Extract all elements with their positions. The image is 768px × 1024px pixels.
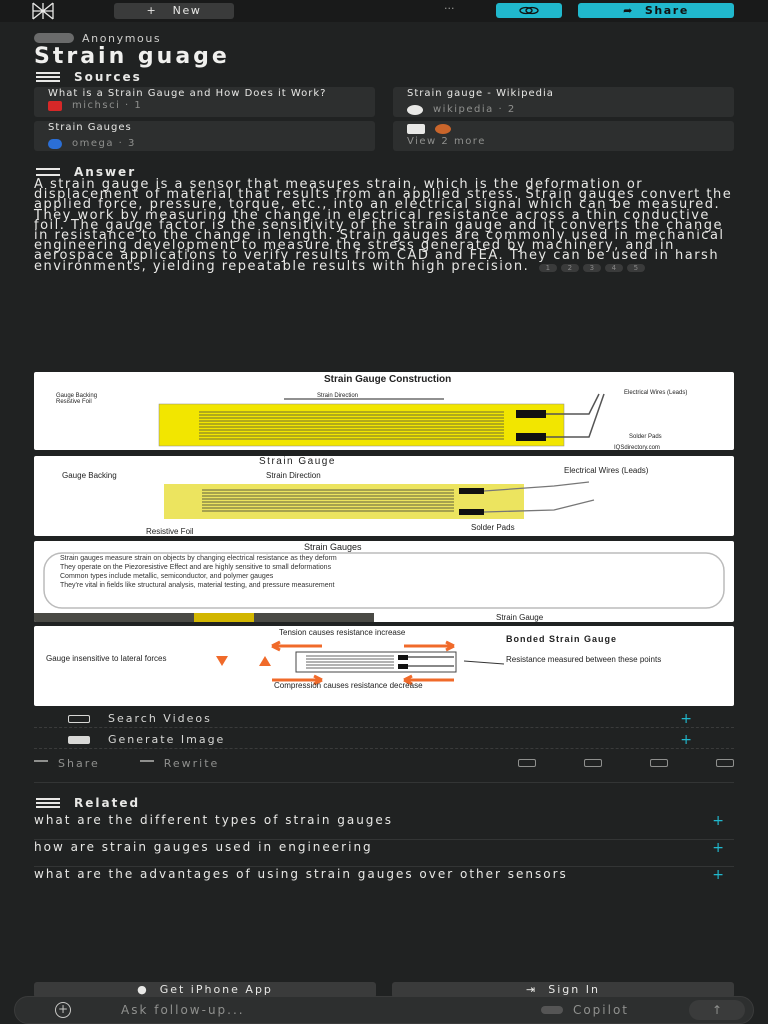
svg-text:Common types include metallic,: Common types include metallic, semiconductor, and polymer gauges — [60, 573, 274, 580]
copy-icon[interactable] — [650, 759, 668, 767]
svg-text:Gauge Backing: Gauge Backing — [62, 471, 117, 480]
sources-heading: Sources — [36, 70, 142, 84]
avatar — [34, 33, 74, 43]
citation-badge[interactable]: 5 — [627, 264, 645, 272]
svg-text:Strain Gauges: Strain Gauges — [304, 542, 362, 552]
arrow-up-icon: ↑ — [711, 1003, 723, 1017]
source-favicon-icon — [407, 124, 425, 134]
citation-badge[interactable]: 4 — [605, 264, 623, 272]
add-icon[interactable]: + — [712, 813, 726, 829]
edit-icon[interactable] — [716, 759, 734, 767]
add-icon[interactable]: + — [680, 731, 694, 748]
svg-text:Electrical Wires (Leads): Electrical Wires (Leads) — [624, 390, 688, 396]
video-icon — [68, 715, 90, 723]
svg-text:Solder Pads: Solder Pads — [629, 434, 662, 440]
michsci-favicon-icon — [48, 101, 62, 111]
attach-plus-icon[interactable]: + — [55, 1002, 71, 1018]
divider — [34, 782, 734, 783]
answer-heading: Answer — [36, 165, 136, 179]
more-options-button[interactable]: ··· — [444, 2, 455, 15]
svg-text:Resistive Foil: Resistive Foil — [146, 527, 194, 536]
link-icon — [496, 3, 562, 18]
rewrite-icon — [140, 760, 154, 766]
follow-up-input[interactable]: Ask follow-up... — [121, 1003, 245, 1017]
source-card-3[interactable]: Strain Gauges omega · 3 — [34, 121, 375, 151]
send-button[interactable] — [689, 1000, 745, 1020]
answer-lines-icon — [36, 168, 60, 176]
svg-text:Tension causes resistance incr: Tension causes resistance increase — [279, 628, 406, 637]
sign-in-icon: ⇥ — [526, 983, 538, 996]
rewrite-button[interactable]: Rewrite — [140, 757, 220, 770]
add-icon[interactable]: + — [712, 867, 726, 883]
svg-text:Solder Pads: Solder Pads — [471, 523, 515, 532]
search-videos-row[interactable]: Search Videos + — [34, 710, 734, 728]
svg-text:Strain gauges measure strain o: Strain gauges measure strain on objects by changing electrical resistance as they deform — [60, 555, 337, 562]
get-iphone-app-button[interactable]: ● Get iPhone App — [34, 982, 376, 998]
related-item[interactable]: how are strain gauges used in engineering + — [34, 840, 726, 856]
list-icon — [36, 72, 60, 82]
sign-in-button[interactable]: ⇥ Sign In — [392, 982, 734, 998]
add-icon[interactable]: + — [712, 840, 726, 856]
copy-link-button[interactable] — [496, 3, 562, 18]
omega-favicon-icon — [48, 139, 62, 149]
generate-image-row[interactable]: Generate Image + — [34, 731, 734, 749]
apple-icon: ● — [137, 983, 149, 996]
svg-text:Strain Direction: Strain Direction — [266, 471, 321, 480]
image-strain-gauge[interactable] — [34, 456, 734, 536]
source-card-1[interactable]: What is a Strain Gauge and How Does it Work? michsci · 1 — [34, 87, 375, 117]
related-heading: Related — [36, 796, 140, 810]
svg-text:Bonded Strain Gauge: Bonded Strain Gauge — [506, 634, 618, 644]
perplexity-logo-icon[interactable] — [32, 2, 54, 20]
source-favicon-icon — [435, 124, 451, 134]
svg-text:Strain Gauge: Strain Gauge — [496, 613, 544, 622]
svg-text:Compression causes resistance: Compression causes resistance decrease — [274, 681, 423, 690]
svg-text:Strain Direction: Strain Direction — [317, 393, 359, 399]
svg-text:They're vital in fields like s: They're vital in fields like structural analysis, material testing, and pressure measurement — [60, 582, 335, 589]
copilot-toggle[interactable] — [541, 1006, 563, 1014]
svg-text:Resistive Foil: Resistive Foil — [56, 399, 92, 405]
citation-badge[interactable]: 2 — [561, 264, 579, 272]
share-arrow-icon: ➦ — [623, 4, 634, 17]
new-thread-button[interactable]: + New — [114, 3, 234, 19]
svg-text:Strain Gauge: Strain Gauge — [259, 456, 336, 467]
page-title: Strain guage — [34, 44, 230, 69]
answer-text: A strain gauge is a sensor that measures strain, which is the deformation or displacement of material that results from an applied stress. Strain gauges convert the applied force, pressure, torque, etc., into an electrical signal which can be measured. They work by measuring the change in electrical resistance across a thin conductive foil. The gauge factor is the sensitivity of the strain gauge and it converts the change in resistance to the change in length. Strain gauges are commonly used in mechanical engineering development to measure the stress generated by machinery, and in aerospace applications to verify results from CAD and FEA. They can be used in harsh environments, yielding repeatable results with high precision. 1 2 3 4 5 — [34, 177, 733, 274]
citation-badge[interactable]: 3 — [583, 264, 601, 272]
citation-badge[interactable]: 1 — [539, 264, 557, 272]
svg-text:Electrical Wires (Leads): Electrical Wires (Leads) — [564, 466, 649, 475]
thread-author: Anonymous — [34, 32, 161, 44]
source-card-2[interactable]: Strain gauge - Wikipedia wikipedia · 2 — [393, 87, 734, 117]
svg-text:Resistance measured between th: Resistance measured between these points — [506, 655, 662, 664]
image-bonded-strain-gauge[interactable] — [34, 626, 734, 706]
svg-text:Gauge insensitive to lateral f: Gauge insensitive to lateral forces — [46, 654, 167, 663]
add-icon[interactable]: + — [680, 710, 694, 727]
view-more-sources-card[interactable]: View 2 more — [393, 121, 734, 151]
pro-icon — [68, 736, 90, 744]
share-button[interactable]: ➦ Share — [578, 3, 734, 18]
wikipedia-favicon-icon — [407, 105, 423, 115]
share-action-button[interactable]: Share — [34, 757, 100, 770]
svg-text:IQSdirectory.com: IQSdirectory.com — [614, 445, 660, 450]
follow-up-composer: + Ask follow-up... Copilot ↑ — [14, 996, 754, 1024]
related-stack-icon — [36, 798, 60, 808]
related-item[interactable]: what are the different types of strain gauges + — [34, 813, 726, 829]
top-bar — [0, 0, 768, 22]
plus-icon: + — [146, 4, 158, 17]
list-icon[interactable] — [584, 759, 602, 767]
image-strain-gauge-construction[interactable] — [34, 372, 734, 450]
svg-text:Gauge Backing: Gauge Backing — [56, 393, 98, 399]
thumbs-icon[interactable] — [518, 759, 536, 767]
answer-actions — [34, 755, 734, 771]
image-strain-gauges-summary[interactable] — [34, 541, 734, 622]
related-item[interactable]: what are the advantages of using strain gauges over other sensors + — [34, 867, 726, 883]
svg-text:They operate on the Piezoresis: They operate on the Piezoresistive Effect and are highly sensitive to small deformations — [60, 564, 332, 571]
image-title: Strain Gauge Construction — [324, 374, 452, 385]
gauge-backing — [159, 404, 564, 446]
share-icon — [34, 760, 48, 766]
